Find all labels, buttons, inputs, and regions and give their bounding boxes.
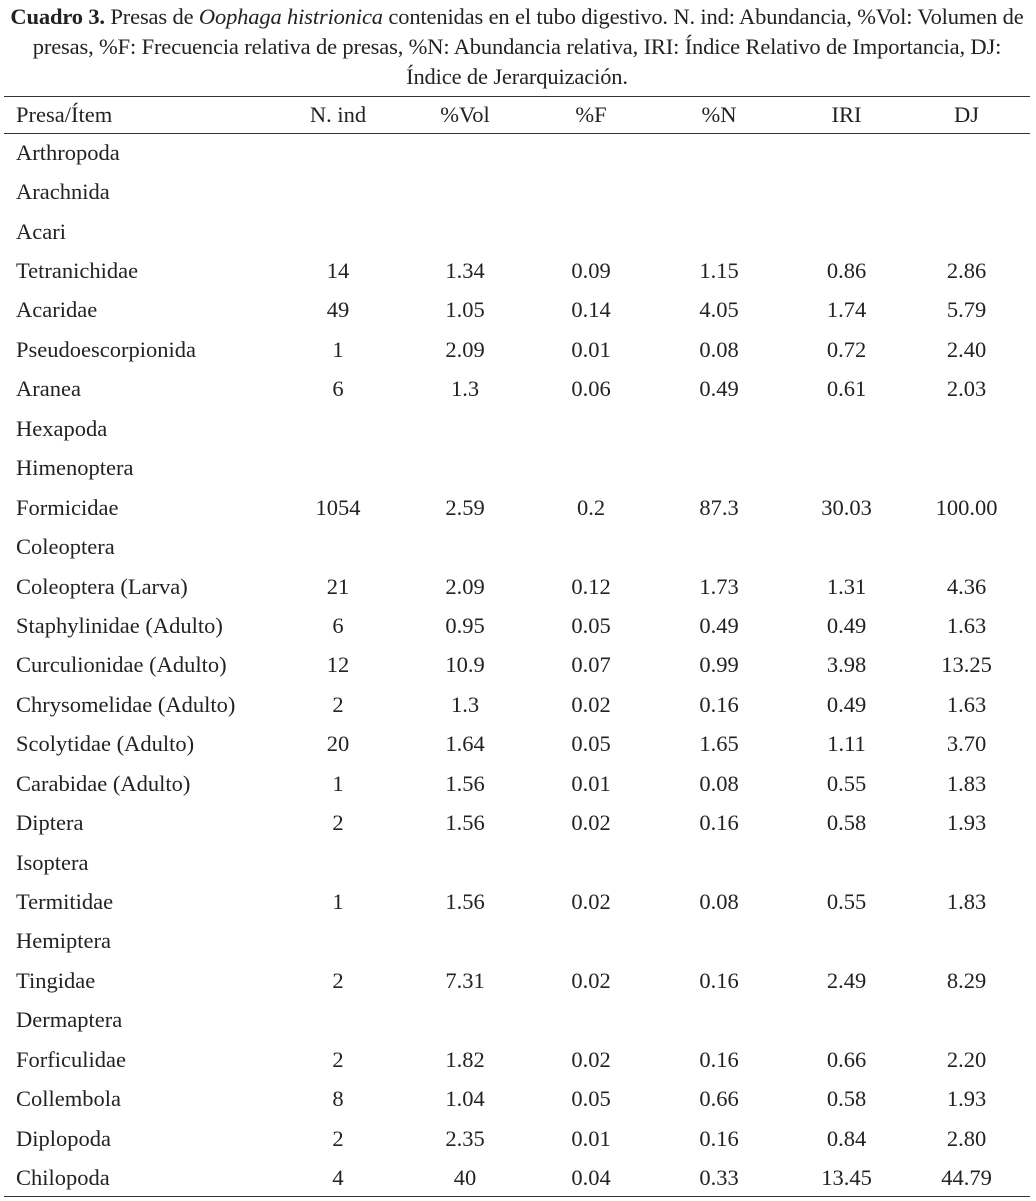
cell-prey-item: Coleoptera: [16, 534, 115, 560]
cell-f: 0.07: [571, 652, 611, 678]
cell-prey-item: Staphylinidae (Adulto): [16, 612, 223, 638]
cell-dj: 2.20: [946, 1046, 987, 1072]
cell-dj: 3.70: [946, 731, 987, 757]
cell-n-ind: 2: [332, 1046, 344, 1072]
cell-vol: 1.3: [450, 376, 480, 402]
cell-prey-item: Arachnida: [16, 179, 110, 205]
cell-prey-item: Dermaptera: [16, 1007, 123, 1033]
cell-dj: 1.83: [946, 770, 987, 796]
cell-f: 0.05: [571, 612, 611, 638]
cell-dj: 1.93: [946, 810, 987, 836]
table-row: [4, 1001, 1030, 1040]
column-header-vol: %Vol: [440, 101, 490, 127]
cell-dj: [903, 409, 1030, 448]
cell-n: 0.49: [699, 612, 739, 638]
cell-vol: 1.34: [445, 258, 485, 284]
cell-n-ind: 49: [326, 297, 350, 323]
cell-vol: [396, 133, 534, 172]
table-row: [4, 646, 1030, 685]
cell-iri: 13.45: [821, 1165, 872, 1191]
cell-iri: 1.74: [826, 297, 867, 323]
cell-iri: [790, 172, 903, 211]
cell-iri: 0.86: [826, 258, 867, 284]
cell-prey-item: Formicidae: [16, 494, 119, 520]
cell-n-ind: 2: [332, 810, 344, 836]
cell-iri: 0.61: [826, 376, 867, 402]
cell-n-ind: 4: [332, 1165, 344, 1191]
cell-dj: 2.80: [946, 1125, 987, 1151]
cell-iri: 0.66: [826, 1046, 867, 1072]
caption-text-intro: Presas de: [104, 4, 199, 29]
cell-f: 0.02: [571, 889, 611, 915]
table-caption: [4, 2, 1030, 92]
cell-prey-item: Chilopoda: [16, 1165, 110, 1191]
table-row: [4, 922, 1030, 961]
cell-n-ind: [280, 212, 396, 251]
cell-f: 0.06: [571, 376, 611, 402]
table-row: [4, 449, 1030, 488]
cell-prey-item: Tetranichidae: [16, 258, 139, 284]
table-row: [4, 764, 1030, 803]
column-header-f: %F: [575, 101, 607, 127]
column-header-dj: DJ: [953, 101, 979, 127]
cell-n-ind: 1: [332, 336, 344, 362]
caption-species-name: Oophaga histrionica: [198, 4, 383, 29]
cell-iri: [790, 843, 903, 882]
cell-n-ind: 2: [332, 967, 344, 993]
cell-dj: 44.79: [941, 1165, 992, 1191]
cell-dj: [903, 843, 1030, 882]
cell-dj: 5.79: [946, 297, 987, 323]
cell-n: [648, 1001, 790, 1040]
cell-prey-item: Carabidae (Adulto): [16, 770, 191, 796]
cell-n: 0.99: [699, 652, 739, 678]
column-header-iri: IRI: [831, 101, 862, 127]
table-row: [4, 330, 1030, 369]
cell-vol: [396, 1001, 534, 1040]
cell-dj: [903, 449, 1030, 488]
table-row: [4, 291, 1030, 330]
cell-n: 0.16: [699, 967, 739, 993]
cell-n-ind: 6: [332, 612, 344, 638]
cell-n: 0.66: [699, 1086, 739, 1112]
table-row: [4, 133, 1030, 172]
cell-vol: [396, 409, 534, 448]
cell-f: 0.01: [571, 770, 611, 796]
table-row: [4, 251, 1030, 290]
table-row: [4, 172, 1030, 211]
cell-iri: [790, 133, 903, 172]
cell-n-ind: 1054: [315, 494, 361, 520]
cell-vol: [396, 843, 534, 882]
cell-vol: 2.09: [445, 336, 485, 362]
cell-f: 0.12: [571, 573, 611, 599]
table-row: [4, 567, 1030, 606]
cell-prey-item: Hemiptera: [16, 928, 111, 954]
cell-prey-item: Tingidae: [16, 967, 96, 993]
cell-prey-item: Coleoptera (Larva): [16, 573, 188, 599]
cell-f: [534, 527, 648, 566]
cell-f: [534, 409, 648, 448]
cell-f: 0.01: [571, 1125, 611, 1151]
cell-n: 1.73: [699, 573, 739, 599]
cell-prey-item: Diplopoda: [16, 1125, 111, 1151]
cell-f: 0.02: [571, 1046, 611, 1072]
table-row: [4, 803, 1030, 842]
cell-dj: 1.83: [946, 889, 987, 915]
cell-iri: 30.03: [821, 494, 872, 520]
caption-text-description: contenidas en el tubo digestivo. N. ind: Abundancia, %Vol: Volumen de presas, %F: Frecuencia relativa de presas, %N: Abundancia relativa, IRI: Índice Relativo de Importancia, DJ: Índice de Jerarquización.: [32, 4, 1024, 89]
cell-n: 0.33: [699, 1165, 739, 1191]
cell-f: [534, 922, 648, 961]
cell-n: 0.49: [699, 376, 739, 402]
cell-dj: 2.40: [946, 336, 987, 362]
cell-f: 0.05: [571, 731, 611, 757]
cell-n-ind: [280, 133, 396, 172]
cell-f: [534, 133, 648, 172]
cell-f: 0.09: [571, 258, 611, 284]
cell-n: [648, 527, 790, 566]
cell-prey-item: Scolytidae (Adulto): [16, 731, 195, 757]
cell-n-ind: [280, 527, 396, 566]
cell-dj: [903, 527, 1030, 566]
table-row: [4, 606, 1030, 645]
table-row: [4, 409, 1030, 448]
cell-n: [648, 212, 790, 251]
cell-dj: 1.63: [946, 612, 987, 638]
table-row: [4, 370, 1030, 409]
cell-vol: [396, 922, 534, 961]
table-row: [4, 882, 1030, 921]
cell-n-ind: [280, 843, 396, 882]
cell-iri: 0.72: [826, 336, 867, 362]
table-row: [4, 725, 1030, 764]
cell-n: [648, 922, 790, 961]
cell-iri: [790, 409, 903, 448]
column-header-n-ind: N. ind: [309, 101, 367, 127]
cell-n: [648, 843, 790, 882]
table-row: [4, 1080, 1030, 1119]
cell-f: 0.04: [571, 1165, 611, 1191]
cell-dj: 1.63: [946, 691, 987, 717]
cell-vol: 1.04: [445, 1086, 485, 1112]
cell-n: 1.65: [699, 731, 739, 757]
cell-iri: 0.84: [826, 1125, 867, 1151]
cell-n-ind: 20: [326, 731, 350, 757]
cell-prey-item: Diptera: [16, 810, 84, 836]
cell-n-ind: [280, 172, 396, 211]
cell-n-ind: 2: [332, 691, 344, 717]
cell-iri: 0.58: [826, 810, 867, 836]
cell-iri: [790, 212, 903, 251]
cell-dj: 13.25: [941, 652, 992, 678]
table-row: [4, 1158, 1030, 1197]
cell-n: 4.05: [699, 297, 739, 323]
cell-dj: 8.29: [946, 967, 987, 993]
cell-dj: [903, 212, 1030, 251]
cell-n: [648, 172, 790, 211]
cell-n-ind: [280, 922, 396, 961]
table-body: [4, 133, 1030, 1198]
cell-iri: 1.11: [827, 731, 866, 757]
cell-dj: 2.86: [946, 258, 987, 284]
cell-f: [534, 843, 648, 882]
cell-n-ind: 2: [332, 1125, 344, 1151]
cell-iri: 0.49: [826, 612, 867, 638]
cell-vol: 1.82: [445, 1046, 485, 1072]
cell-n-ind: 6: [332, 376, 344, 402]
cell-prey-item: Chrysomelidae (Adulto): [16, 691, 236, 717]
cell-iri: [790, 527, 903, 566]
caption-label: Cuadro 3.: [10, 4, 105, 29]
cell-dj: [903, 172, 1030, 211]
cell-f: [534, 212, 648, 251]
cell-prey-item: Hexapoda: [16, 415, 108, 441]
cell-n: 87.3: [699, 494, 739, 520]
table-row: [4, 212, 1030, 251]
cell-prey-item: Aranea: [16, 376, 81, 402]
cell-n: 0.08: [699, 889, 739, 915]
cell-f: 0.01: [571, 336, 611, 362]
cell-iri: 1.31: [826, 573, 867, 599]
cell-vol: 1.56: [445, 810, 485, 836]
cell-n-ind: 12: [326, 652, 350, 678]
cell-iri: 0.49: [826, 691, 867, 717]
table-row: [4, 961, 1030, 1000]
table-row: [4, 843, 1030, 882]
cell-n-ind: [280, 449, 396, 488]
cell-f: [534, 449, 648, 488]
cell-n-ind: [280, 409, 396, 448]
cell-n: 0.16: [699, 1125, 739, 1151]
cell-n-ind: [280, 1001, 396, 1040]
table-row: [4, 1040, 1030, 1079]
cell-vol: 2.35: [445, 1125, 485, 1151]
cell-prey-item: Isoptera: [16, 849, 89, 875]
cell-vol: 1.56: [445, 770, 485, 796]
cell-f: 0.02: [571, 691, 611, 717]
cell-f: 0.14: [571, 297, 611, 323]
cell-prey-item: Himenoptera: [16, 455, 134, 481]
cell-prey-item: Acari: [16, 218, 66, 244]
cell-prey-item: Pseudoescorpionida: [16, 336, 196, 362]
table-row: [4, 1119, 1030, 1158]
cell-n: 0.16: [699, 1046, 739, 1072]
cell-n-ind: 14: [326, 258, 350, 284]
cell-prey-item: Curculionidae (Adulto): [16, 652, 227, 678]
cell-vol: 2.59: [445, 494, 485, 520]
header-row: [4, 96, 1030, 133]
cell-iri: 3.98: [826, 652, 867, 678]
cell-vol: 2.09: [445, 573, 485, 599]
cell-iri: 0.58: [826, 1086, 867, 1112]
cell-iri: 0.55: [826, 770, 867, 796]
cell-n: 0.08: [699, 770, 739, 796]
cell-dj: [903, 922, 1030, 961]
cell-vol: 1.05: [445, 297, 485, 323]
cell-prey-item: Forficulidae: [16, 1046, 126, 1072]
cell-f: [534, 172, 648, 211]
cell-vol: 1.56: [445, 889, 485, 915]
cell-n: 0.08: [699, 336, 739, 362]
table-header: [4, 96, 1030, 133]
cell-vol: 40: [453, 1165, 477, 1191]
cell-n: [648, 133, 790, 172]
cell-prey-item: Acaridae: [16, 297, 98, 323]
table-row: [4, 685, 1030, 724]
cell-f: 0.02: [571, 810, 611, 836]
cell-dj: 100.00: [935, 494, 998, 520]
cell-f: 0.02: [571, 967, 611, 993]
cell-n: [648, 409, 790, 448]
cell-vol: 7.31: [445, 967, 485, 993]
cell-n-ind: 1: [332, 889, 344, 915]
cell-iri: [790, 449, 903, 488]
cell-n-ind: 1: [332, 770, 344, 796]
column-header-prey-item: Presa/Ítem: [16, 101, 113, 127]
cell-iri: [790, 922, 903, 961]
cell-dj: 2.03: [946, 376, 987, 402]
cell-dj: 4.36: [946, 573, 987, 599]
cell-vol: 1.3: [450, 691, 480, 717]
prey-table: [4, 96, 1030, 1198]
cell-prey-item: Collembola: [16, 1086, 121, 1112]
cell-vol: [396, 172, 534, 211]
cell-prey-item: Termitidae: [16, 889, 114, 915]
cell-f: 0.2: [576, 494, 606, 520]
cell-dj: [903, 1001, 1030, 1040]
cell-iri: [790, 1001, 903, 1040]
cell-vol: [396, 527, 534, 566]
cell-n-ind: 21: [326, 573, 350, 599]
column-header-n: %N: [701, 101, 737, 127]
cell-dj: 1.93: [946, 1086, 987, 1112]
cell-dj: [903, 133, 1030, 172]
cell-f: [534, 1001, 648, 1040]
cell-iri: 0.55: [826, 889, 867, 915]
cell-n-ind: 8: [332, 1086, 344, 1112]
cell-n: 1.15: [699, 258, 739, 284]
cell-vol: [396, 212, 534, 251]
cell-n: [648, 449, 790, 488]
cell-vol: 10.9: [445, 652, 485, 678]
table-row: [4, 527, 1030, 566]
cell-n: 0.16: [699, 691, 739, 717]
cell-f: 0.05: [571, 1086, 611, 1112]
cell-iri: 2.49: [826, 967, 867, 993]
cell-n: 0.16: [699, 810, 739, 836]
cell-vol: 0.95: [445, 612, 485, 638]
cell-vol: [396, 449, 534, 488]
table-row: [4, 488, 1030, 527]
cell-prey-item: Arthropoda: [16, 139, 120, 165]
cell-vol: 1.64: [445, 731, 485, 757]
